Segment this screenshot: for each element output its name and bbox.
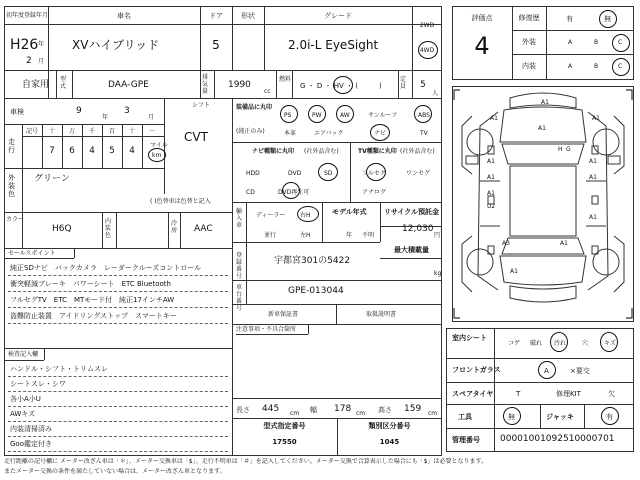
fuel-hv-circle	[333, 76, 353, 94]
tools-label: 工具	[458, 413, 472, 421]
diagram-mark: A1	[589, 158, 597, 165]
inspection-year-unit: 年	[102, 114, 109, 121]
inspector-note-line: シートスレ・シワ	[10, 380, 66, 388]
drive-2wd: 2WD	[419, 22, 435, 29]
interior-grade-label: 内装	[522, 62, 536, 70]
windshield-a: A	[544, 367, 549, 375]
import-right: 右H	[300, 212, 311, 219]
inspection-month: 3	[124, 106, 130, 116]
footer-line1: 走行距離の記号欄に メーター改ざん車は「＊」、メーター交換車は「$」、走行不明車は「＃」を記入してください。メーター交換で合算表示した場合にも「$」は必要となります。	[4, 458, 488, 465]
mgmt-number: 00001001092510000701	[500, 434, 615, 444]
windshield-label: フロントガラス	[452, 366, 501, 374]
tv-type-item: ワンセグ	[406, 170, 431, 177]
spare-kit: 修理KIT	[556, 390, 581, 398]
mileage-divider	[142, 124, 143, 168]
nav-sd-circle	[318, 163, 338, 181]
repair-label: 修復歴	[518, 14, 540, 22]
chassis-label: 車台番号	[236, 284, 243, 312]
mile-label: マイル	[150, 142, 168, 149]
cc-unit: cc	[264, 88, 271, 95]
diagram-mark: A1	[589, 174, 597, 181]
km-circle	[148, 148, 166, 162]
equipment-item: PW	[312, 112, 322, 119]
model-label: 型式	[60, 76, 67, 90]
inspection-label: 車検	[10, 108, 24, 116]
mileage-header: 記号	[25, 128, 38, 135]
repair-option: 無	[604, 15, 611, 23]
drive-4wd-circle	[418, 41, 438, 59]
footer-line2: またメーター交換の条件を満たしていない場合は、メーター改ざん車となります。	[4, 468, 226, 475]
new-warranty: 新車保証書	[268, 311, 299, 318]
use-value: 自家用	[22, 80, 50, 90]
recycle-label: リサイクル預託金	[384, 208, 440, 216]
equipment-circle	[414, 105, 432, 123]
mileage-header: 一	[148, 128, 155, 135]
grade-value: 2.0i-L EyeSight	[288, 38, 379, 52]
exterior-grade-label: 外装	[522, 38, 536, 46]
equipment-item: ABS	[418, 112, 430, 119]
year-unit: 年	[38, 41, 45, 48]
shift-label: シフト	[192, 102, 211, 109]
tv-type-item: アナログ	[362, 189, 387, 196]
mileage-header: 十	[48, 128, 55, 135]
first-reg-month: 2	[26, 56, 32, 66]
mileage-digit: 4	[129, 146, 135, 156]
diagram-mark: A1	[538, 125, 546, 132]
sales-underline	[8, 307, 228, 308]
height-label: 高さ	[378, 406, 392, 414]
inspector-note-line: 内装清掃済み	[10, 425, 52, 433]
equipment-sublabel: (純正のみ)	[236, 128, 265, 135]
drive-4wd: 4WD	[419, 47, 435, 54]
body-label: 形状	[241, 12, 255, 20]
mileage-digit: 4	[89, 146, 95, 156]
equipment-item: TV	[420, 130, 428, 137]
mgmt-label: 管理番号	[452, 436, 480, 444]
cold-label: 冷房	[171, 220, 178, 234]
grade-option: C	[618, 63, 623, 70]
ac-value: AAC	[194, 224, 213, 234]
kg-unit: kg	[434, 270, 442, 277]
width-label: 幅	[310, 406, 317, 414]
remarks-label: 注意事項・不具合箇所	[236, 326, 297, 333]
capacity-value: 5	[420, 80, 426, 90]
diagram-mark: A1	[592, 115, 600, 122]
nav-type-item: DVD	[288, 170, 302, 177]
equipment-item: サンルーフ	[368, 112, 398, 119]
manual: 取扱説明書	[366, 311, 397, 318]
windshield-a-circle	[538, 361, 556, 379]
grade-option: A	[568, 39, 573, 46]
equipment-item: PS	[284, 112, 292, 119]
category-value: 1045	[379, 438, 400, 446]
width-unit: cm	[356, 410, 366, 417]
height-unit: cm	[428, 410, 438, 417]
equipment-circle	[336, 105, 354, 123]
equipment-item: エアバック	[314, 130, 344, 137]
color-code-label: カラー	[6, 216, 25, 223]
sales-points-label: セールスポイント	[8, 250, 56, 257]
diagram-mark: A1	[487, 174, 495, 181]
displacement-value: 1990	[228, 80, 251, 90]
fuel-label: 燃料	[279, 76, 292, 83]
km-label: km	[152, 152, 162, 159]
month-unit: 月	[38, 58, 45, 65]
import-dealer: ディーラー	[256, 212, 286, 219]
nav-type-item: DVD再生可	[278, 189, 310, 196]
sales-point-line: フルセグTV ETC MTモード付 純正17インチAW	[10, 296, 175, 304]
windshield-replace: ×要交	[570, 367, 590, 375]
tv-type-item: フルセグ	[362, 170, 386, 177]
note-underline	[8, 436, 228, 437]
equipment-circle	[308, 105, 326, 123]
diagram-mark: H	[558, 146, 563, 153]
right-hand-circle	[297, 206, 319, 222]
diagram-mark: A1	[487, 190, 495, 197]
nav-type-item: SD	[324, 170, 333, 177]
diagram-mark: G	[566, 146, 571, 153]
mileage-label: 走行	[8, 138, 15, 154]
sales-point-line: 盗難防止装置 アイドリングストップ スマートキー	[10, 312, 177, 320]
inspector-note-line: ハンドル・シフト・トリムスレ	[10, 365, 108, 373]
grade-c-circle	[612, 58, 630, 76]
inspection-month-unit: 月	[148, 114, 155, 121]
diagram-mark: A1	[490, 115, 498, 122]
grade-option: C	[618, 39, 623, 46]
import-label: 輸入車	[236, 208, 243, 229]
diagram-mark: U2	[487, 203, 496, 210]
type-cert-label: 型式指定番号	[263, 422, 306, 430]
grade-option: A	[568, 63, 573, 70]
seat-option: 穴	[582, 340, 589, 347]
grade-option: B	[594, 63, 599, 70]
equipment-item: 本革	[284, 130, 297, 137]
plate-value: 宇都宮301の5422	[274, 256, 351, 266]
tv-type-label: TV種類に丸印	[358, 148, 397, 155]
tv-fullseg-circle	[366, 163, 386, 181]
diagram-mark: A3	[502, 240, 510, 247]
length-label: 長さ	[236, 406, 250, 414]
doors-value: 5	[212, 38, 220, 52]
equipment-item: AW	[340, 112, 350, 119]
sales-point-line: 衝突軽減ブレーキ パワーシート ETC Bluetooth	[10, 280, 171, 288]
fuel-options: G ・ D ・ HV ・ ( )	[300, 82, 382, 90]
yen-unit: 円	[434, 232, 441, 239]
exterior-color: グリーン	[34, 174, 70, 184]
sales-underline	[8, 275, 228, 276]
capacity-label: 定員	[400, 76, 407, 90]
seat-option: 汚れ	[554, 340, 567, 347]
seat-label: 室内シート	[452, 334, 487, 342]
mileage-header: 十	[128, 128, 135, 135]
equipment-circle	[280, 105, 298, 123]
sales-point-line: 純正SDナビ バックカメラ レーダークルーズコントロール	[10, 264, 202, 272]
sales-underline	[8, 291, 228, 292]
model-year-unit: 年	[346, 232, 353, 239]
model-year-label: モデル年式	[332, 208, 367, 216]
tools-value: 無	[508, 413, 515, 421]
mileage-digit: 5	[109, 146, 115, 156]
spare-t: T	[516, 390, 521, 398]
mileage-header: 千	[88, 128, 95, 135]
spare-label: スペアタイヤ	[452, 390, 494, 398]
repair-option: 有	[566, 15, 573, 23]
jack-value: 有	[606, 413, 613, 421]
seat-dirty-circle	[550, 332, 568, 352]
mileage-header: 万	[68, 128, 75, 135]
diagram-mark: A1	[487, 158, 495, 165]
height-value: 159	[404, 404, 422, 414]
max-load-label: 最大積載量	[394, 246, 429, 254]
length-unit: cm	[290, 410, 300, 417]
exterior-note: ( )色替車は色替と記入	[150, 198, 211, 205]
sales-underline	[8, 323, 228, 324]
model-value: DAA-GPE	[108, 80, 149, 90]
chassis-value: GPE-013044	[288, 286, 344, 296]
recycle-value: 12,030	[402, 224, 434, 234]
repair-none-circle	[599, 10, 617, 28]
width-value: 178	[334, 404, 352, 414]
note-underline	[8, 376, 228, 377]
diagram-mark: A1	[541, 99, 549, 106]
car-name-value: XVハイブリッド	[72, 38, 160, 52]
spare-none: 欠	[608, 390, 615, 398]
seat-option: 破れ	[530, 340, 543, 347]
seat-option: コゲ	[508, 340, 521, 347]
seat-scratch-circle	[600, 332, 618, 352]
tv-type-sub: (社外品含む)	[400, 148, 435, 155]
equipment-label: 装備品に丸印	[236, 104, 273, 111]
equipment-item: ナビ	[374, 130, 387, 137]
score-label: 評価点	[471, 14, 493, 22]
first-reg-label: 初年度登録年月	[6, 12, 49, 19]
inspector-notes-label: 検査記入欄	[8, 351, 39, 358]
reg-number-label: 登録番号	[236, 252, 243, 280]
diagram-mark: A1	[589, 214, 597, 221]
car-name-label: 車名	[117, 12, 131, 20]
inspector-note-line: Goo鑑定付き	[10, 440, 52, 448]
jack-circle	[601, 407, 619, 425]
nav-type-sub: (社外品含む)	[304, 148, 339, 155]
seat-option: キズ	[604, 340, 616, 347]
grade-c-circle	[612, 34, 630, 52]
jack-label: ジャッキ	[546, 413, 574, 421]
doors-label: ドア	[209, 12, 223, 20]
inspector-note-line: AWキズ	[10, 410, 36, 418]
diagram-mark: A1	[510, 268, 518, 275]
model-year-unknown: 不明	[362, 232, 375, 239]
first-reg-year: H26	[10, 37, 39, 53]
vehicle-diagram	[452, 86, 634, 322]
nav-type-label: ナビ種類に丸印	[252, 148, 295, 155]
note-underline	[8, 406, 228, 407]
import-parallel: 並行	[264, 232, 277, 239]
inspector-note-line: 各小A小U	[10, 395, 41, 403]
capacity-unit: 人	[432, 90, 439, 97]
type-cert-value: 17550	[272, 438, 297, 446]
inspection-year: 9	[76, 106, 82, 116]
nav-circle	[370, 124, 390, 141]
note-underline	[8, 451, 228, 452]
score-value: 4	[474, 32, 490, 60]
grade-label: グレード	[324, 12, 352, 20]
note-underline	[8, 391, 228, 392]
category-label: 類別区分番号	[368, 422, 411, 430]
mileage-digit: 7	[49, 146, 55, 156]
note-underline	[8, 421, 228, 422]
mileage-header: 百	[108, 128, 115, 135]
length-value: 445	[262, 404, 280, 414]
displacement-label: 排気量	[202, 74, 209, 95]
diagram-mark: A1	[560, 240, 568, 247]
color-code-value: H6Q	[52, 224, 72, 234]
nav-type-item: CD	[246, 189, 255, 196]
tools-circle	[503, 407, 521, 425]
exterior-label: 外装色	[8, 174, 15, 198]
import-left: 左H	[300, 232, 311, 239]
interior-color-label: 内装色	[105, 218, 112, 239]
grade-option: B	[594, 39, 599, 46]
mileage-digit: 6	[69, 146, 75, 156]
nav-dvd-circle	[282, 182, 300, 199]
shift-value: CVT	[184, 130, 208, 144]
nav-type-item: HDD	[246, 170, 260, 177]
